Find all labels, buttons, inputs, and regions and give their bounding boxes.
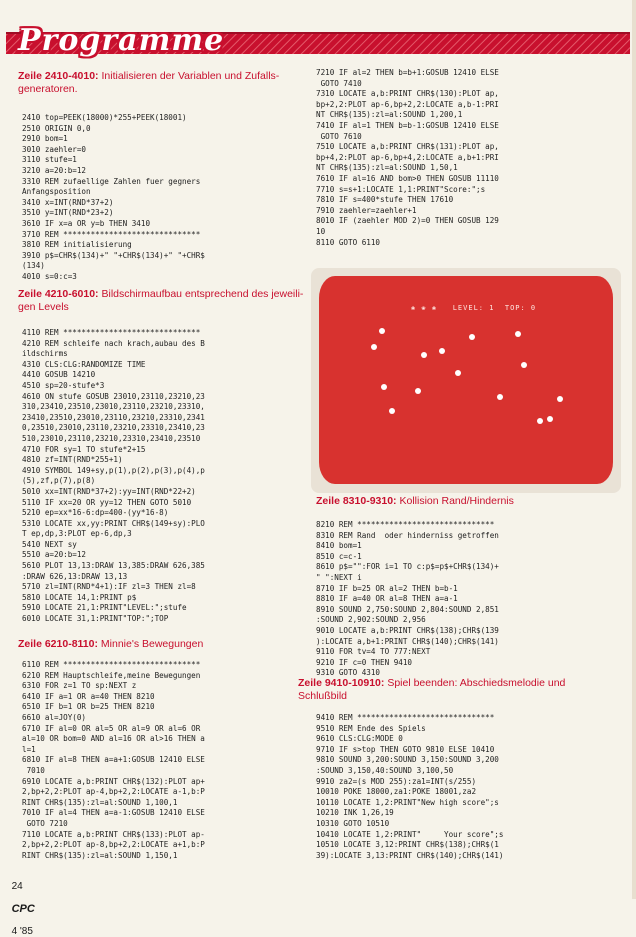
obstacle-dot [371,344,377,350]
obstacle-dot [469,334,475,340]
section-text: Minnie's Bewegungen [100,638,204,650]
section-text: Bildschirmaufbau entsprechend des jeweili- gen Levels [18,288,304,313]
section-text: Spiel beenden: Abschiedsmelodie und Schlußbild [298,677,566,702]
obstacle-dot [415,388,421,394]
issue-label: 4 '85 [11,926,33,937]
magazine-name: CPC [11,903,35,915]
game-status-line: ❀ ❀ ❀ LEVEL: 1 TOP: 0 [411,304,537,312]
section-heading-init [18,70,318,96]
page-edge [632,0,636,899]
obstacle-dot [557,396,563,402]
obstacle-dot [381,384,387,390]
obstacle-dot [379,328,385,334]
code-block-init: 2410 top=PEEK(18000)*255+PEEK(18001) 2510 ORIGIN 0,0 2910 bom=1 3010 zaehler=0 3110 stufe=1 3210 a=20:b=12 3310 REM zufaellige Zahlen fuer gegners Anfangsposition 3410 x=INT(RND*37+2) 3510 y=INT(RND*23+2) 3610 IF x=a OR y=b THEN 3410 3710 REM ****************************** 3810 REM initialisierung 3910 p$=CHR$(134)+" "+CHR$(134)+" "+CHR$ (134) 4010 s=0:c=3 [22,113,205,281]
obstacle-dot [521,362,527,368]
obstacle-dot [497,394,503,400]
obstacle-dot [421,352,427,358]
section-heading-collision [316,495,616,508]
section-heading-movement [18,638,318,651]
page-number: 24 [11,881,23,892]
page-title: Programme [18,23,225,58]
section-heading-end [298,677,618,703]
section-text: Initialisieren der Variablen und Zufalls- generatoren. [18,70,280,95]
section-range: Zeile 4210-6010: [18,288,99,300]
code-block-screen: 4110 REM ****************************** 4210 REM schleife nach krach,aubau des B ildschirms 4310 CLS:CLG:RANDOMIZE TIME 4410 GOSUB 14210 4510 sp=20-stufe*3 4610 ON stufe GOSUB 23010,23110,23210,23 310,23410,23510,23010,23110,23210,23310, 23410,23510,23010,23110,23210,23310,2341 0,23510,23010,23110,23210,23310,23410,23 510,23010,23110,23210,23310,23410,23510 4710 FOR sy=1 TO stufe*2+15 4810 zf=INT(RND*255+1) 4910 SYMBOL 149+sy,p(1),p(2),p(3),p(4),p (5),zf,p(7),p(8) 5010 xx=INT(RND*37+2):yy=INT(RND*22+2) 5110 IF xx=20 OR yy=12 THEN GOTO 5010 5210 ep=xx*16-6:dp=400-(yy*16-8) 5310 LOCATE xx,yy:PRINT CHR$(149+sy):PLO T ep,dp,3:PLOT ep-6,dp,3 5410 NEXT sy 5510 a=20:b=12 5610 PLOT 13,13:DRAW 13,385:DRAW 626,385 :DRAW 626,13:DRAW 13,13 5710 zl=INT(RND*4+1):IF zl=3 THEN zl=8 5810 LOCATE 14,1:PRINT p$ 5910 LOCATE 21,1:PRINT"LEVEL:";stufe 6010 LOCATE 31,1:PRINT"TOP:";TOP [22,328,205,624]
code-block-movement: 6110 REM ****************************** 6210 REM Hauptschleife,meine Bewegungen 6310 FOR z=1 TO sp:NEXT z 6410 IF a=1 OR a=40 THEN 8210 6510 IF b=1 OR b=25 THEN 8210 6610 al=JOY(0) 6710 IF al=0 OR al=5 OR al=9 OR al=6 OR al=10 OR bom=0 AND al=16 OR al>16 THEN a l=1 6810 IF al=8 THEN a=a+1:GOSUB 12410 ELSE 7010 6910 LOCATE a,b:PRINT CHR$(132):PLOT ap+ 2,bp+2,2:PLOT ap-4,bp+2,2:LOCATE a-1,b:P RINT CHR$(135):zl=al:SOUND 1,100,1 7010 IF al=4 THEN a=a-1:GOSUB 12410 ELSE GOTO 7210 7110 LOCATE a,b:PRINT CHR$(133):PLOT ap- 2,bp+2,2:PLOT ap-8,bp+2,2:LOCATE a+1,b:P RINT CHR$(135):zl=al:SOUND 1,150,1 [22,660,205,860]
page-footer [6,870,35,937]
code-block-collision: 8210 REM ****************************** 8310 REM Rand oder hinderniss getroffen 8410 bom=1 8510 c=c-1 8610 p$="":FOR i=1 TO c:p$=p$+CHR$(134)+ " ":NEXT i 8710 IF b=25 OR al=2 THEN b=b-1 8810 IF a=40 OR al=8 THEN a=a-1 8910 SOUND 2,750:SOUND 2,804:SOUND 2,851 :SOUND 2,902:SOUND 2,956 9010 LOCATE a,b:PRINT CHR$(138);CHR$(139 ):LOCATE a,b+1:PRINT CHR$(140);CHR$(141) 9110 FOR tv=4 TO 777:NEXT 9210 IF c=0 THEN 9410 9310 GOTO 4310 [316,520,499,678]
obstacle-dot [389,408,395,414]
code-block-movement-cont: 7210 IF al=2 THEN b=b+1:GOSUB 12410 ELSE GOTO 7410 7310 LOCATE a,b:PRINT CHR$(130):PLOT ap, bp+2,2:PLOT ap-6,bp+2,2:LOCATE a,b-1:PRI NT CHR$(135):zl=al:SOUND 1,200,1 7410 IF al=1 THEN b=b-1:GOSUB 12410 ELSE GOTO 7610 7510 LOCATE a,b:PRINT CHR$(131):PLOT ap, bp+4,2:PLOT ap-6,bp+4,2:LOCATE a,b+1:PRI NT CHR$(135):zl=al:SOUND 1,50,1 7610 IF al=16 AND bom>0 THEN GOSUB 11110 7710 s=s+1:LOCATE 1,1:PRINT"Score:";s 7810 IF s=400*stufe THEN 17610 7910 zaehler=zaehler+1 8010 IF (zaehler MOD 2)=0 THEN GOSUB 129 10 8110 GOTO 6110 [316,68,499,247]
code-block-end: 9410 REM ****************************** 9510 REM Ende des Spiels 9610 CLS:CLG:MODE 0 9710 IF s>top THEN GOTO 9810 ELSE 10410 9810 SOUND 3,200:SOUND 3,150:SOUND 3,200 :SOUND 3,150,40:SOUND 3,100,50 9910 za2=(s MOD 255):za1=INT(s/255) 10010 POKE 18000,za1:POKE 18001,za2 10110 LOCATE 1,2:PRINT"New high score";s 10210 INK 1,26,19 10310 GOTO 10510 10410 LOCATE 1,2:PRINT" Your score";s 10510 LOCATE 3,12:PRINT CHR$(138);CHR$(1 39):LOCATE 3,13:PRINT CHR$(140);CHR$(141) [316,713,504,860]
obstacle-dot [515,331,521,337]
section-heading-screen [18,288,318,314]
section-text: Kollision Rand/Hindernis [399,495,514,507]
section-range: Zeile 6210-8110: [18,638,98,650]
obstacle-dot [455,370,461,376]
obstacle-dot [547,416,553,422]
game-screen [319,276,613,484]
section-range: Zeile 8310-9310: [316,495,397,507]
obstacle-dot [537,418,543,424]
obstacle-dot [439,348,445,354]
section-range: Zeile 9410-10910: [298,677,385,689]
game-screenshot [311,268,621,493]
section-range: Zeile 2410-4010: [18,70,99,82]
